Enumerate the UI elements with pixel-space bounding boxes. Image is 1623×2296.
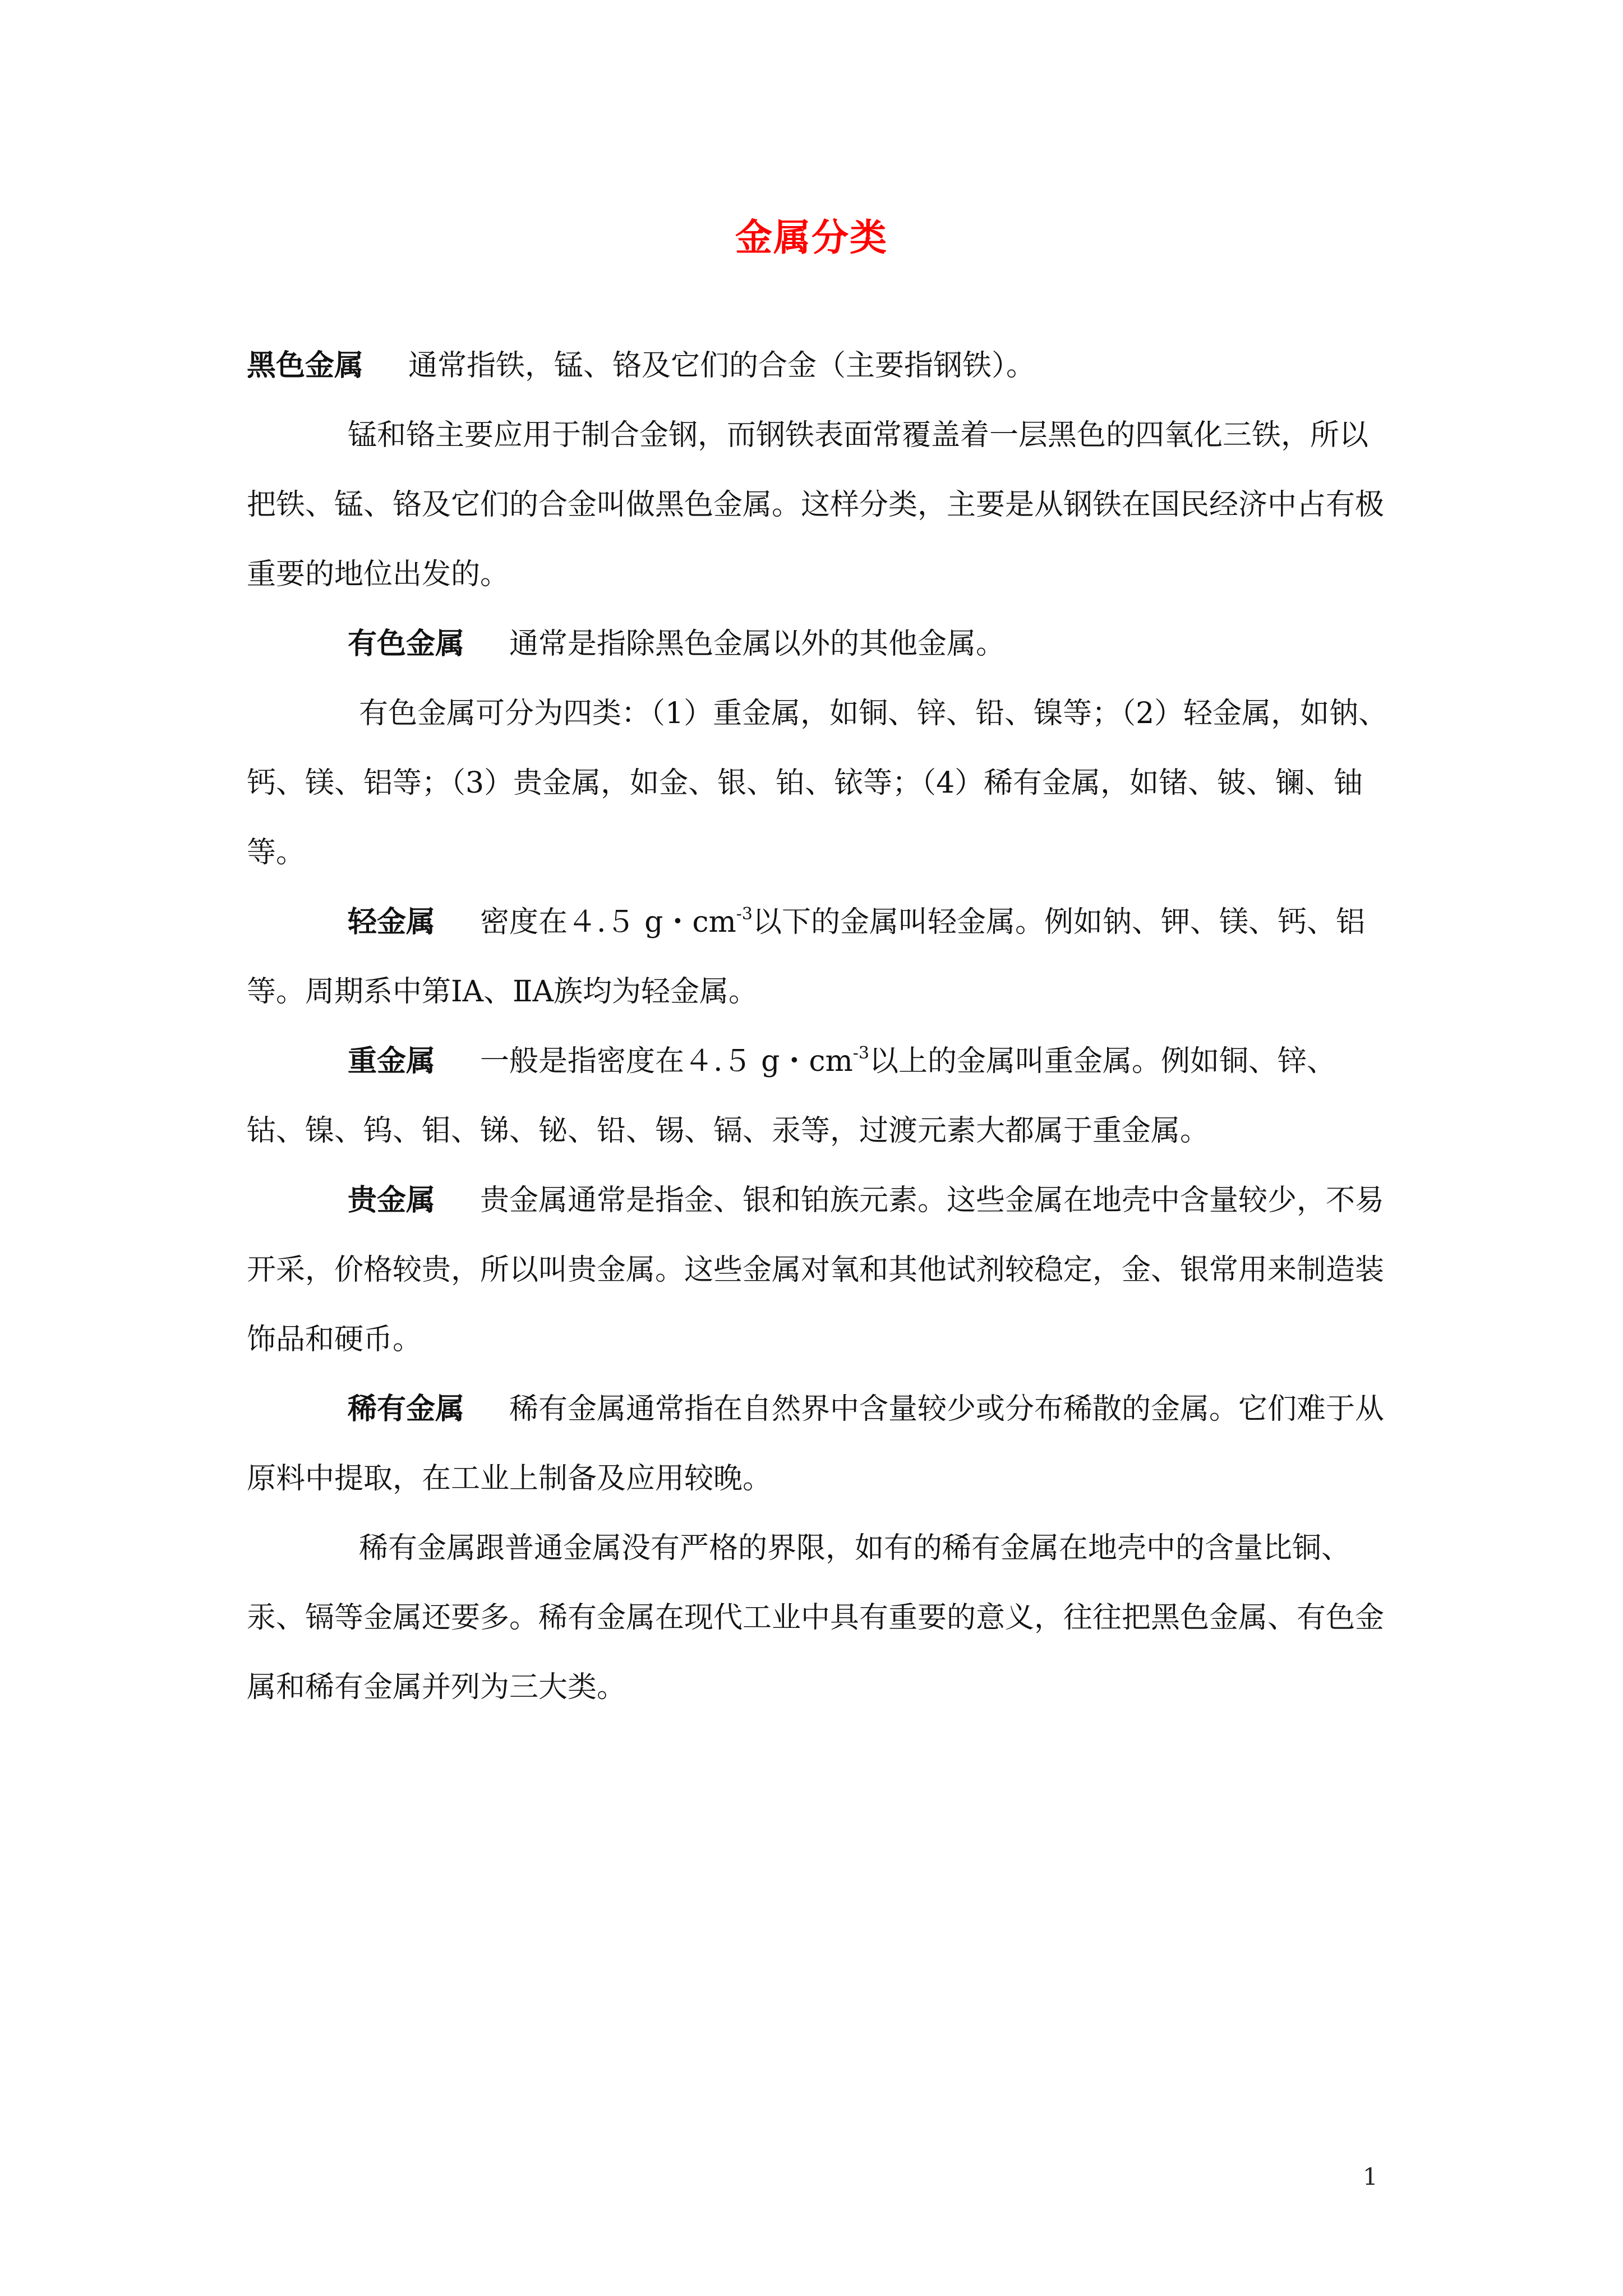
term-heavy-metals: 重金属 xyxy=(348,1045,436,1078)
term-nonferrous-metals: 有色金属 xyxy=(348,627,465,661)
term-light-metals: 轻金属 xyxy=(348,905,436,939)
explanation-ferrous-metals: 锰和铬主要应用于制合金钢，而钢铁表面常覆盖着一层黑色的四氧化三铁，所以把铁、锰、铬及它们的合金叫做黑色金属。这样分类，主要是从钢铁在国民经济中占有极重要的地位出发的。 xyxy=(247,418,1385,591)
definition-light-metals-part1: 密度在４.５ g・cm xyxy=(480,905,736,939)
term-rare-metals: 稀有金属 xyxy=(348,1392,465,1426)
definition-heavy-metals-part1: 一般是指密度在４.５ g・cm xyxy=(480,1045,853,1078)
explanation-nonferrous-categories: 有色金属可分为四类：（1）重金属，如铜、锌、铅、镍等；（2）轻金属，如钠、钙、镁、铝等；（3）贵金属，如金、银、铂、铱等；（4）稀有金属，如锗、铍、镧、铀等。 xyxy=(247,697,1388,869)
paragraph-heavy-metals xyxy=(247,1027,1391,1166)
paragraph-rare-metals xyxy=(247,1374,1391,1513)
explanation-rare-metals: 稀有金属跟普通金属没有严格的界限，如有的稀有金属在地壳中的含量比铜、汞、镉等金属还要多。稀有金属在现代工业中具有重要的意义，往往把黑色金属、有色金属和稀有金属并列为三大类。 xyxy=(247,1531,1385,1704)
document-title: 金属分类 xyxy=(735,215,888,259)
paragraph-light-metals xyxy=(247,887,1391,1027)
document-body xyxy=(247,331,1391,1722)
term-ferrous-metals: 黑色金属 xyxy=(247,349,364,383)
superscript-exponent: -3 xyxy=(852,1043,870,1063)
definition-heavy-metals-part2: 以上的金属叫重金属。例如铜、锌、钴、镍、钨、钼、锑、铋、铅、锡、镉、汞等，过渡元素大都属于重金属。 xyxy=(247,1045,1336,1148)
paragraph-rare-metals-explanation xyxy=(247,1513,1391,1722)
definition-ferrous-metals: 通常指铁，锰、铬及它们的合金（主要指钢铁）。 xyxy=(408,349,1036,383)
superscript-exponent: -3 xyxy=(736,904,753,924)
definition-rare-metals: 稀有金属通常指在自然界中含量较少或分布稀散的金属。它们难于从原料中提取，在工业上制备及应用较晚。 xyxy=(247,1392,1385,1496)
paragraph-ferrous-metals xyxy=(247,331,1391,401)
paragraph-nonferrous-categories xyxy=(247,679,1391,887)
definition-precious-metals: 贵金属通常是指金、银和铂族元素。这些金属在地壳中含量较少，不易开采，价格较贵，所以叫贵金属。这些金属对氧和其他试剂较稳定，金、银常用来制造装饰品和硬币。 xyxy=(247,1184,1385,1356)
page-number: 1 xyxy=(1363,2163,1378,2191)
definition-light-metals-part2: 以下的金属叫轻金属。例如钠、钾、镁、钙、铝等。周期系中第ⅠA、ⅡA族均为轻金属。 xyxy=(247,905,1366,1009)
paragraph-precious-metals xyxy=(247,1166,1391,1374)
paragraph-nonferrous-metals xyxy=(247,609,1391,679)
term-precious-metals: 贵金属 xyxy=(348,1184,436,1217)
paragraph-ferrous-explanation xyxy=(247,401,1391,609)
definition-nonferrous-metals: 通常是指除黑色金属以外的其他金属。 xyxy=(509,627,1006,661)
